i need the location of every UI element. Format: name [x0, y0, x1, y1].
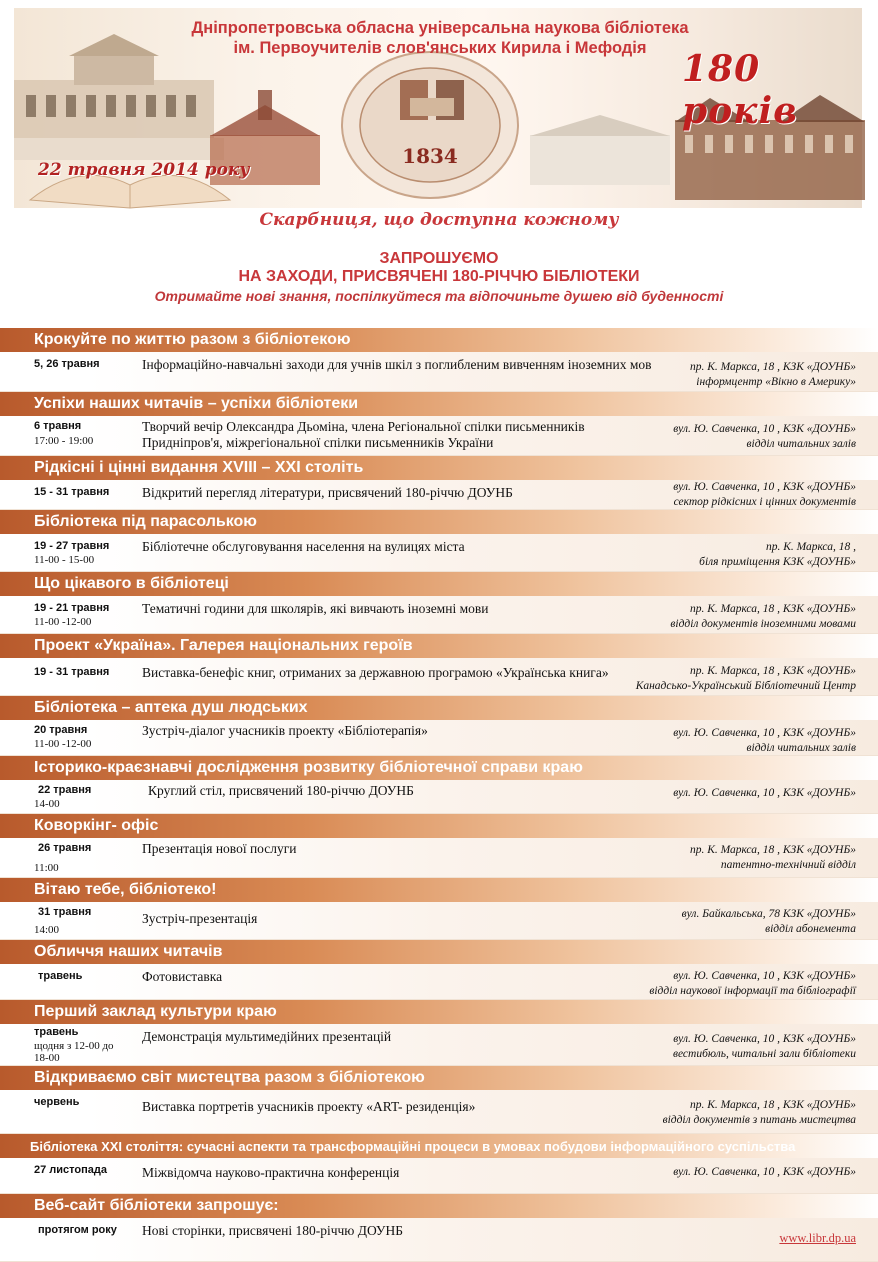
event-location: вул. Ю. Савченка, 10 , КЗК «ДОУНБ» відділ читальних залів — [673, 727, 856, 754]
event-description: Фотовиставка — [142, 969, 223, 984]
event-description: Тематичні години для школярів, які вивчають іноземні мови — [142, 601, 489, 616]
event-title: Історико-краєзнавчі дослідження розвитку бібліотечної справи краю — [0, 756, 878, 780]
event-description: Виставка-бенефіс книг, отриманих за державною програмою «Українська книга» — [142, 665, 609, 680]
event-date: 19 - 21 травня — [34, 602, 110, 614]
event-time: щодня з 12-00 до 18-00 — [34, 1040, 114, 1064]
event-location: пр. К. Маркса, 18 , КЗК «ДОУНБ» відділ документів з питань мистецтва — [662, 1099, 856, 1126]
organization-title — [160, 18, 720, 58]
event-location: пр. К. Маркса, 18 , біля приміщення КЗК «ДОУНБ» — [699, 541, 856, 568]
event-date: протягом року — [38, 1224, 117, 1236]
poster-header — [0, 0, 878, 210]
event-title: Проект «Україна». Галерея національних героїв — [0, 634, 878, 658]
event-row — [0, 416, 878, 456]
event-date: 19 - 31 травня — [34, 666, 110, 678]
event-row — [0, 964, 878, 1000]
org-line-1: Дніпропетровська обласна універсальна наукова бібліотека — [191, 19, 689, 37]
event-location: пр. К. Маркса, 18 , КЗК «ДОУНБ» відділ документів іноземними мовами — [670, 603, 856, 630]
event-time: 14:00 — [34, 924, 60, 936]
event-time: 11-00 -12-00 — [34, 738, 92, 750]
event-title: Що цікавого в бібліотеці — [0, 572, 878, 596]
event-row — [0, 596, 878, 634]
event-title: Бібліотека під парасолькою — [0, 510, 878, 534]
event-title: Веб-сайт бібліотеки запрошує: — [0, 1194, 878, 1218]
event-description: Бібліотечне обслуговування населення на вулицях міста — [142, 539, 465, 554]
event-row — [0, 480, 878, 510]
event-date-label: 22 травня 2014 року — [38, 160, 250, 180]
event-location: вул. Ю. Савченка, 10 , КЗК «ДОУНБ» — [673, 787, 856, 799]
event-row — [0, 902, 878, 940]
event-description: Відкритий перегляд літератури, присвячений 180-річчю ДОУНБ — [142, 485, 513, 500]
event-row — [0, 1090, 878, 1134]
event-title: Перший заклад культури краю — [0, 1000, 878, 1024]
event-title: Обличчя наших читачів — [0, 940, 878, 964]
event-row — [0, 658, 878, 696]
event-row — [0, 1024, 878, 1066]
event-title: Рідкісні і цінні видання XVIII – XXI століть — [0, 456, 878, 480]
white-building-illustration — [520, 110, 680, 190]
event-time: 11-00 -12-00 — [34, 616, 92, 628]
event-row — [0, 1158, 878, 1194]
event-title: Бібліотека – аптека душ людських — [0, 696, 878, 720]
event-description: Нові сторінки, присвячені 180-річчю ДОУНБ — [142, 1223, 403, 1238]
event-date: травень — [38, 970, 83, 982]
event-title: Коворкінг- офіс — [0, 814, 878, 838]
event-title: Бібліотека XXI століття: сучасні аспекти та трансформаційні процеси в умовах побудови інформаційного суспільства — [0, 1134, 878, 1158]
event-location: вул. Ю. Савченка, 10 , КЗК «ДОУНБ» відділ наукової інформації та бібліографії — [649, 970, 856, 997]
event-time: 14-00 — [34, 798, 60, 810]
event-date: червень — [34, 1096, 80, 1108]
anniversary-label: 180 років — [682, 48, 798, 132]
event-date: 6 травня — [34, 420, 82, 432]
event-date: 19 - 27 травня — [34, 540, 110, 552]
event-date: 26 травня — [38, 842, 92, 854]
event-description: Демонстрація мультимедійних презентацій — [142, 1029, 392, 1044]
event-location: вул. Ю. Савченка, 10 , КЗК «ДОУНБ» сектор рідкісних і цінних документів — [673, 481, 856, 508]
event-row — [0, 1218, 878, 1262]
event-date: 31 травня — [38, 906, 92, 918]
event-location: вул. Байкальська, 78 КЗК «ДОУНБ» відділ абонемента — [681, 908, 856, 935]
event-location: пр. К. Маркса, 18 , КЗК «ДОУНБ» Канадсько-Український Бібліотечний Центр — [635, 665, 856, 692]
event-time: 17:00 - 19:00 — [34, 435, 94, 447]
event-row — [0, 534, 878, 572]
event-date: травень — [34, 1026, 79, 1038]
invite-heading-line-1: ЗАПРОШУЄМО — [379, 250, 499, 267]
website-link[interactable]: www.libr.dp.ua — [779, 1231, 856, 1245]
event-description: Творчий вечір Олександра Дьоміна, члена Регіональної спілки письменників Придніпров'я, міжрегіональної спілки письменників України — [142, 419, 585, 450]
event-date: 27 листопада — [34, 1164, 107, 1176]
event-location: пр. К. Маркса, 18 , КЗК «ДОУНБ» інформцентр «Вікно в Америку» — [689, 361, 856, 388]
event-time: 11:00 — [34, 862, 59, 874]
event-date: 5, 26 травня — [34, 358, 100, 370]
events-list — [0, 328, 878, 1262]
library-seal — [340, 50, 520, 200]
event-title: Відкриваємо світ мистецтва разом з бібліотекою — [0, 1066, 878, 1090]
org-line-2: ім. Первоучителів слов'янських Кирила і Мефодія — [233, 39, 647, 57]
event-description: Інформаційно-навчальні заходи для учнів шкіл з поглибленим вивченням іноземних мов — [142, 357, 652, 372]
event-title: Успіхи наших читачів – успіхи бібліотеки — [0, 392, 878, 416]
event-title: Крокуйте по життю разом з бібліотекою — [0, 328, 878, 352]
event-row — [0, 352, 878, 392]
event-date: 22 травня — [38, 784, 92, 796]
event-date: 15 - 31 травня — [34, 486, 110, 498]
event-location: вул. Ю. Савченка, 10 , КЗК «ДОУНБ» — [673, 1166, 856, 1178]
event-row — [0, 720, 878, 756]
event-row — [0, 838, 878, 878]
invite-subline: Отримайте нові знання, поспілкуйтеся та відпочиньте душею від буденності — [154, 288, 724, 304]
event-time: 11-00 - 15-00 — [34, 554, 95, 566]
event-description: Презентація нової послуги — [142, 841, 297, 856]
event-description: Зустріч-презентація — [142, 911, 258, 926]
invite-heading-line-2: НА ЗАХОДИ, ПРИСВЯЧЕНІ 180-РІЧЧЮ БІБЛІОТЕКИ — [238, 268, 640, 285]
event-location: вул. Ю. Савченка, 10 , КЗК «ДОУНБ» відділ читальних залів — [673, 423, 856, 450]
slogan: Скарбниця, що доступна кожному — [259, 210, 619, 230]
event-description: Міжвідомча науково-практична конференція — [142, 1165, 400, 1180]
event-description: Зустріч-діалог учасників проекту «Бібліотерапія» — [142, 723, 428, 738]
event-description: Виставка портретів учасників проекту «ART- резиденція» — [142, 1099, 476, 1114]
event-title: Вітаю тебе, бібліотеко! — [0, 878, 878, 902]
event-row — [0, 780, 878, 814]
event-date: 20 травня — [34, 724, 88, 736]
seal-year: 1834 — [402, 144, 458, 168]
event-location: пр. К. Маркса, 18 , КЗК «ДОУНБ» патентно-технічний відділ — [689, 844, 856, 871]
event-description: Круглий стіл, присвячений 180-річчю ДОУНБ — [148, 783, 414, 798]
event-location: вул. Ю. Савченка, 10 , КЗК «ДОУНБ» вестибюль, читальні зали бібліотеки — [672, 1033, 856, 1060]
